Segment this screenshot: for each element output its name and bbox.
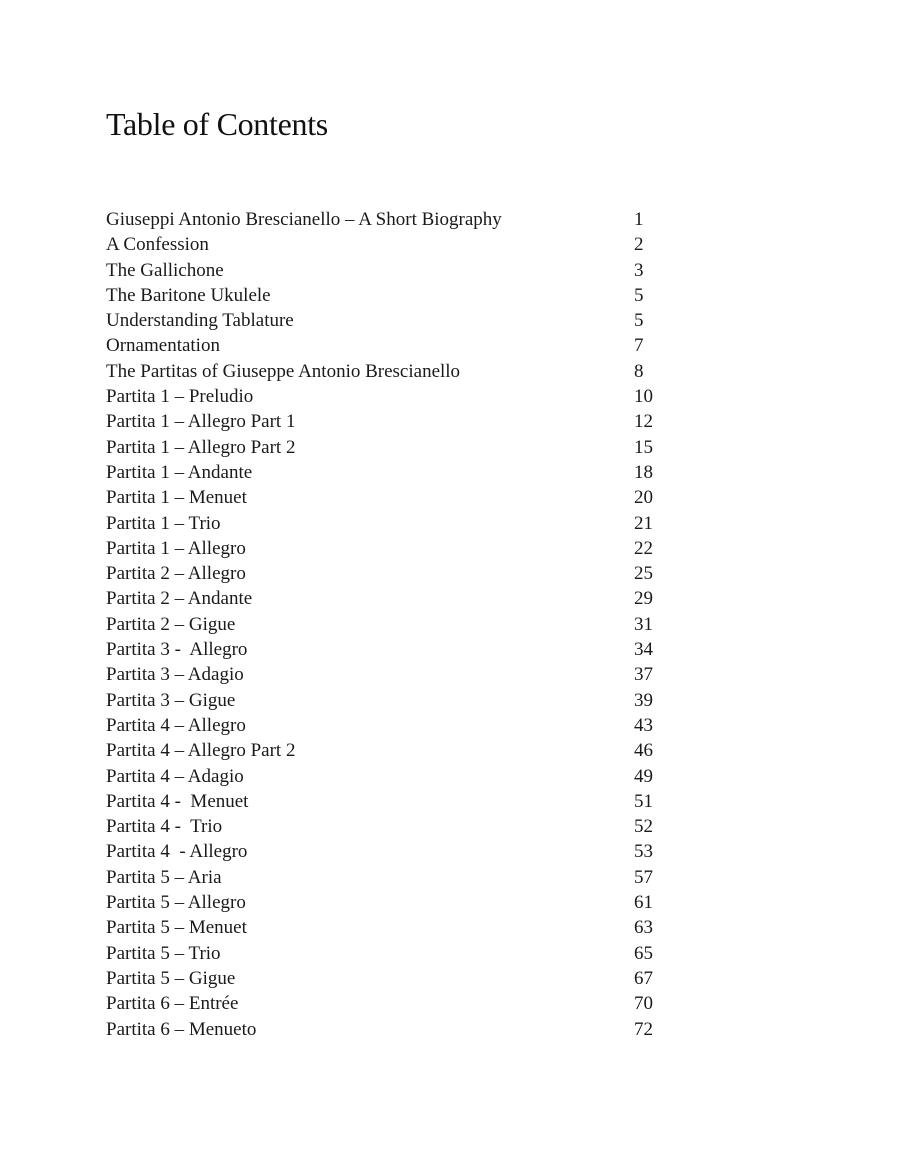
toc-entry-title: Partita 6 – Entrée — [106, 993, 239, 1015]
toc-entry-title: Partita 2 – Allegro — [106, 563, 246, 585]
toc-entry-page-number: 67 — [634, 967, 653, 989]
toc-entry-title: Partita 4 – Adagio — [106, 765, 244, 787]
toc-entry-page-number: 63 — [634, 917, 653, 939]
toc-entry — [106, 839, 666, 864]
toc-entry-page-number: 18 — [634, 461, 653, 483]
toc-entry — [106, 991, 666, 1016]
toc-entry — [106, 258, 666, 283]
toc-entry-title: Partita 2 – Andante — [106, 588, 253, 610]
toc-entry-title: Partita 5 – Trio — [106, 942, 221, 964]
toc-entry — [106, 941, 666, 966]
toc-entry — [106, 561, 666, 586]
toc-entry — [106, 612, 666, 637]
toc-entry-title: Giuseppi Antonio Brescianello – A Short Biography — [106, 209, 502, 230]
toc-entry-title: Partita 3 - Allegro — [106, 639, 248, 661]
toc-entry-title: Partita 4 - Allegro — [106, 841, 248, 863]
toc-entry-title: Partita 1 – Preludio — [106, 386, 254, 408]
toc-entry-title: Partita 6 – Menueto — [106, 1018, 257, 1040]
toc-entry-page-number: 34 — [634, 639, 653, 661]
toc-entry — [106, 738, 666, 763]
toc-entry-page-number: 10 — [634, 386, 653, 408]
toc-entry-page-number: 20 — [634, 487, 653, 509]
toc-entry — [106, 409, 666, 434]
toc-entry-title: Partita 4 - Menuet — [106, 790, 249, 812]
toc-entry-page-number: 29 — [634, 588, 653, 610]
toc-entry-page-number: 51 — [634, 790, 653, 812]
toc-entry — [106, 764, 666, 789]
toc-entry — [106, 485, 666, 510]
toc-entry-title: Partita 1 – Trio — [106, 512, 221, 534]
toc-entry-title: Partita 1 – Allegro Part 1 — [106, 411, 296, 433]
toc-entry-page-number: 31 — [634, 613, 653, 635]
toc-entry-title: Partita 3 – Adagio — [106, 664, 244, 686]
toc-entry — [106, 232, 666, 257]
toc-entry-page-number: 22 — [634, 537, 653, 559]
toc-entry — [106, 637, 666, 662]
toc-entry-title: Partita 1 – Allegro Part 2 — [106, 436, 296, 458]
toc-entry — [106, 865, 666, 890]
toc-entry-title: Partita 3 – Gigue — [106, 689, 236, 711]
toc-entry — [106, 966, 666, 991]
toc-entry-page-number: 12 — [634, 411, 653, 433]
toc-entry — [106, 384, 666, 409]
toc-list — [106, 207, 666, 1042]
toc-entry-title: A Confession — [106, 234, 209, 256]
toc-entry — [106, 662, 666, 687]
toc-entry-title: Partita 5 – Allegro — [106, 892, 246, 914]
toc-entry-page-number: 5 — [634, 310, 644, 332]
toc-entry — [106, 1017, 666, 1042]
toc-entry-title: Partita 1 – Andante — [106, 461, 253, 483]
toc-entry — [106, 283, 666, 308]
toc-entry-page-number: 65 — [634, 942, 653, 964]
toc-entry-page-number: 3 — [634, 259, 644, 281]
toc-entry-page-number: 46 — [634, 740, 653, 762]
toc-entry — [106, 713, 666, 738]
page-title: Table of Contents — [106, 106, 328, 142]
toc-entry-page-number: 39 — [634, 689, 653, 711]
toc-entry — [106, 207, 666, 232]
toc-entry-page-number: 61 — [634, 892, 653, 914]
toc-entry-page-number: 37 — [634, 664, 653, 686]
toc-entry — [106, 586, 666, 611]
toc-entry-title: Understanding Tablature — [106, 310, 294, 332]
toc-entry — [106, 536, 666, 561]
toc-entry-title: Partita 1 – Menuet — [106, 487, 247, 509]
toc-entry-title: Partita 2 – Gigue — [106, 613, 236, 635]
toc-entry-title: Partita 5 – Menuet — [106, 917, 247, 939]
toc-entry-page-number: 1 — [634, 209, 644, 230]
toc-entry-page-number: 5 — [634, 284, 644, 306]
toc-entry-page-number: 8 — [634, 360, 644, 382]
toc-entry-page-number: 72 — [634, 1018, 653, 1040]
toc-entry-title: Partita 4 – Allegro Part 2 — [106, 740, 296, 762]
toc-entry-page-number: 7 — [634, 335, 644, 357]
toc-entry-title: Partita 5 – Aria — [106, 866, 222, 888]
toc-entry — [106, 688, 666, 713]
toc-entry-page-number: 53 — [634, 841, 653, 863]
toc-entry — [106, 460, 666, 485]
toc-entry-title: Ornamentation — [106, 335, 220, 357]
toc-entry — [106, 359, 666, 384]
toc-entry — [106, 435, 666, 460]
toc-entry — [106, 814, 666, 839]
toc-entry-page-number: 2 — [634, 234, 644, 256]
toc-entry-title: Partita 5 – Gigue — [106, 967, 236, 989]
toc-entry-page-number: 52 — [634, 816, 653, 838]
toc-entry — [106, 308, 666, 333]
toc-entry — [106, 333, 666, 358]
toc-entry-page-number: 70 — [634, 993, 653, 1015]
toc-entry-page-number: 21 — [634, 512, 653, 534]
toc-entry-title: The Partitas of Giuseppe Antonio Brescianello — [106, 360, 461, 382]
toc-entry-title: Partita 4 – Allegro — [106, 714, 246, 736]
toc-entry — [106, 890, 666, 915]
toc-entry-title: The Gallichone — [106, 259, 224, 281]
toc-entry — [106, 511, 666, 536]
toc-entry — [106, 915, 666, 940]
toc-entry-title: Partita 4 - Trio — [106, 816, 223, 838]
toc-entry-page-number: 25 — [634, 563, 653, 585]
toc-entry — [106, 789, 666, 814]
toc-entry-title: The Baritone Ukulele — [106, 284, 271, 306]
toc-entry-page-number: 15 — [634, 436, 653, 458]
toc-entry-page-number: 57 — [634, 866, 653, 888]
toc-entry-page-number: 43 — [634, 714, 653, 736]
toc-entry-page-number: 49 — [634, 765, 653, 787]
toc-entry-title: Partita 1 – Allegro — [106, 537, 246, 559]
